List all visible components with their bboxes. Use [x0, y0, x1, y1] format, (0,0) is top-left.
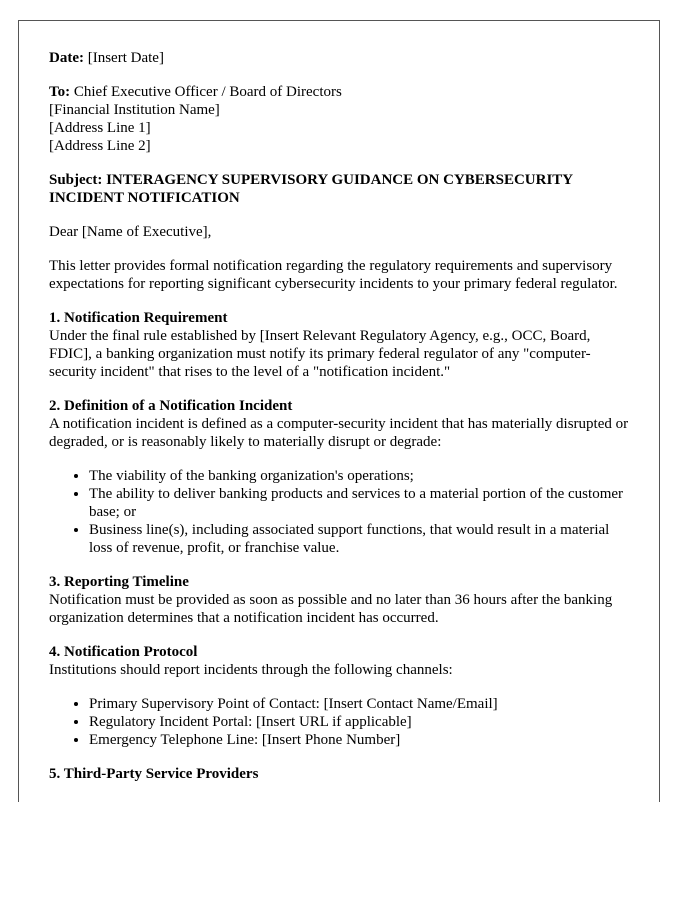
list-item: • Business line(s), including associated support functions, that would result in a material loss of revenue, profit, or franchise value. [89, 521, 634, 557]
salutation: Dear [Name of Executive], [49, 224, 212, 240]
address-line-1: [Address Line 1] [49, 120, 151, 136]
section-title: 5. Third-Party Service Providers [49, 766, 259, 782]
definition-list [49, 467, 634, 557]
letter-content [49, 49, 634, 799]
section-body: Notification must be provided as soon as possible and no later than 36 hours after the banking organization determines that a notification incident has occurred. [49, 592, 613, 626]
section-definition [49, 397, 634, 451]
to-label: To: [49, 84, 71, 100]
subject-label: Subject: [49, 172, 103, 188]
to-line [49, 83, 634, 101]
to-value: Chief Executive Officer / Board of Directors [73, 84, 342, 100]
section-body: A notification incident is defined as a computer-security incident that has materially disrupted or degraded, or is reasonably likely to materially disrupt or degrade: [49, 416, 629, 450]
section-third-party [49, 765, 634, 783]
list-item: • Primary Supervisory Point of Contact: [Insert Contact Name/Email] [89, 695, 634, 713]
address-line-institution: [Financial Institution Name] [49, 102, 220, 118]
date-label: Date: [49, 50, 84, 66]
section-body: Institutions should report incidents through the following channels: [49, 662, 453, 678]
intro-paragraph: This letter provides formal notification regarding the regulatory requirements and supervisory expectations for reporting significant cybersecurity incidents to your primary federal regulator. [49, 258, 618, 292]
list-item: • Regulatory Incident Portal: [Insert URL if applicable] [89, 713, 634, 731]
subject-value: INTERAGENCY SUPERVISORY GUIDANCE ON CYBERSECURITY INCIDENT NOTIFICATION [49, 172, 573, 206]
list-item: • The ability to deliver banking products and services to a material portion of the customer base; or [89, 485, 634, 521]
section-title: 4. Notification Protocol [49, 644, 198, 660]
date-value: [Insert Date] [87, 50, 164, 66]
section-notification-protocol [49, 643, 634, 679]
date-line [49, 49, 634, 67]
section-title: 1. Notification Requirement [49, 310, 228, 326]
list-item: • Emergency Telephone Line: [Insert Phone Number] [89, 731, 634, 749]
address-line-2: [Address Line 2] [49, 138, 151, 154]
section-title: 2. Definition of a Notification Incident [49, 398, 293, 414]
protocol-list [49, 695, 634, 749]
section-title: 3. Reporting Timeline [49, 574, 189, 590]
letter-page [18, 20, 660, 802]
recipient-block [49, 83, 634, 155]
section-body: Under the final rule established by [Insert Relevant Regulatory Agency, e.g., OCC, Board, FDIC], a banking organization must notify its primary federal regulator of any "computer-security incident" that rises to the level of a "notification incident." [49, 328, 591, 380]
list-item: • The viability of the banking organization's operations; [89, 467, 634, 485]
section-reporting-timeline [49, 573, 634, 627]
section-notification-requirement [49, 309, 634, 381]
subject-line [49, 171, 634, 207]
